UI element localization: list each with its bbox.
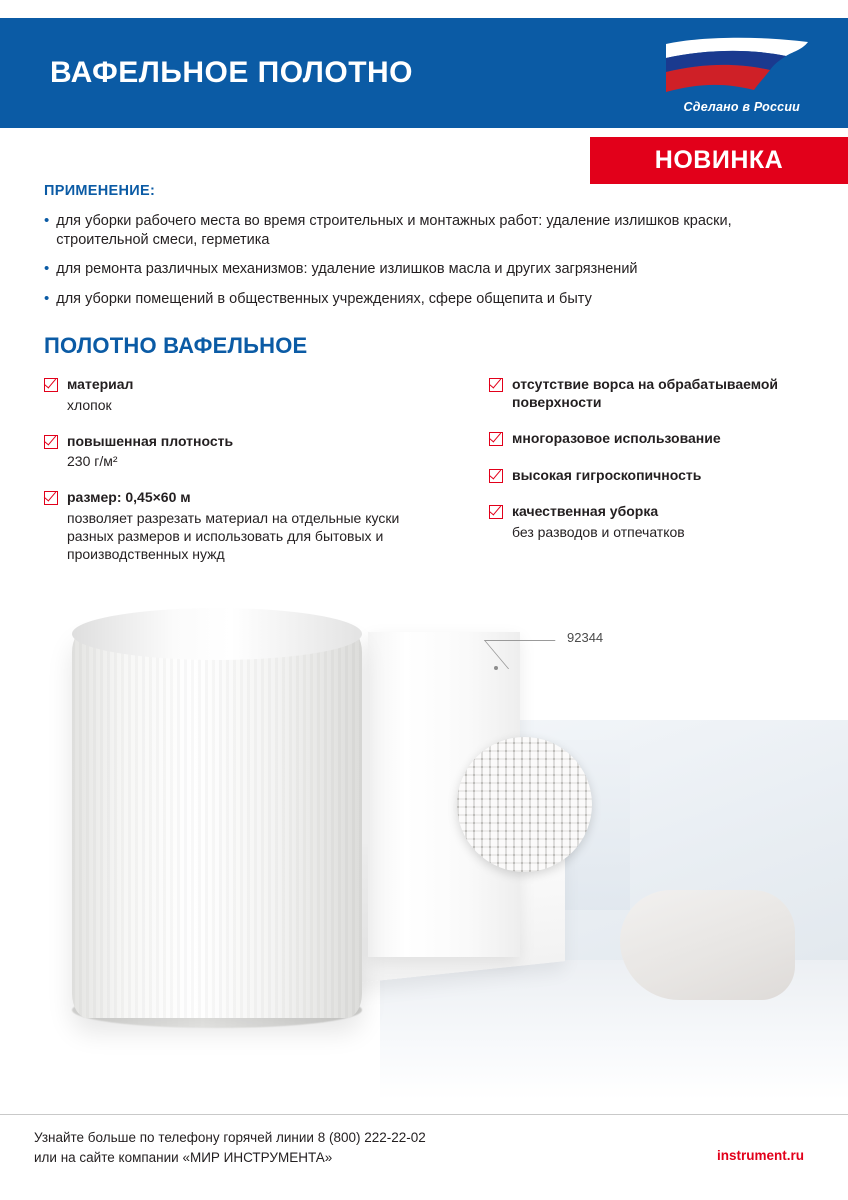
feature-head: высокая гигроскопичность xyxy=(512,466,702,483)
made-in-russia-label: Сделано в России xyxy=(683,100,800,114)
product-sku: 92344 xyxy=(567,630,604,645)
footer-divider xyxy=(0,1114,848,1115)
feature-sub: позволяет разрезать материал на отдельные куски разных размеров и использовать для бытовых и производственных нужд xyxy=(67,509,400,563)
towel-roll-top xyxy=(72,608,362,660)
russian-flag-icon xyxy=(662,36,812,102)
callout-dot-icon xyxy=(494,666,498,670)
feature-item xyxy=(44,376,429,414)
feature-head: качественная уборка xyxy=(512,503,659,519)
new-badge: НОВИНКА xyxy=(590,137,848,184)
feature-head: многоразовое использование xyxy=(512,430,721,446)
made-in-russia-block xyxy=(642,28,822,128)
feature-item xyxy=(489,376,814,411)
application-item-text: для уборки рабочего места во время строительных и монтажных работ: удаление излишков краски, строительной смеси, герметика xyxy=(56,213,732,248)
checkmark-icon xyxy=(489,469,503,483)
feature-sub: 230 г/м² xyxy=(67,453,118,470)
application-item xyxy=(44,260,814,279)
application-item xyxy=(44,290,814,309)
application-item-text: для уборки помещений в общественных учреждениях, сфере общепита и быту xyxy=(56,290,592,307)
feature-head: материал xyxy=(67,376,134,392)
checkmark-icon xyxy=(489,432,503,446)
page-header xyxy=(0,18,848,128)
application-item xyxy=(44,212,814,249)
feature-item xyxy=(489,430,814,448)
feature-head: размер: 0,45×60 м xyxy=(67,489,191,506)
checkmark-icon xyxy=(489,505,503,519)
checkmark-icon xyxy=(489,378,503,392)
features-column-left xyxy=(44,376,429,582)
application-title: ПРИМЕНЕНИЕ: xyxy=(44,183,156,199)
checkmark-icon xyxy=(44,435,58,449)
feature-item xyxy=(44,489,429,563)
feature-sub: хлопок xyxy=(67,396,112,413)
feature-head: отсутствие ворса на обрабатываемой поверхности xyxy=(512,376,779,410)
bullet-icon: • xyxy=(44,289,50,307)
application-section xyxy=(44,183,814,319)
feature-item xyxy=(44,433,429,471)
footer-line-2: или на сайте компании «МИР ИНСТРУМЕНТА» xyxy=(34,1150,333,1166)
feature-sub: без разводов и отпечатков xyxy=(512,523,685,540)
feature-item xyxy=(489,467,814,485)
feature-item xyxy=(489,503,814,541)
product-photo xyxy=(0,600,848,1100)
checkmark-icon xyxy=(44,378,58,392)
features-section xyxy=(44,376,814,582)
application-item-text: для ремонта различных механизмов: удаление излишков масла и других загрязнений xyxy=(56,261,638,278)
features-column-right xyxy=(429,376,814,582)
page-title: ВАФЕЛЬНОЕ ПОЛОТНО xyxy=(50,56,414,89)
checkmark-icon xyxy=(44,491,58,505)
footer-contact xyxy=(34,1128,426,1169)
bullet-icon: • xyxy=(44,212,50,229)
footer-website[interactable]: instrument.ru xyxy=(716,1148,804,1163)
fabric-texture-zoom xyxy=(457,737,592,872)
footer-line-1: Узнайте больше по телефону горячей линии 8 (800) 222-22-02 xyxy=(34,1130,426,1145)
towel-roll xyxy=(72,628,362,1018)
bullet-icon: • xyxy=(44,260,50,278)
feature-head: повышенная плотность xyxy=(67,432,234,449)
features-title: ПОЛОТНО ВАФЕЛЬНОЕ xyxy=(44,333,308,358)
hand-illustration xyxy=(620,890,795,1000)
